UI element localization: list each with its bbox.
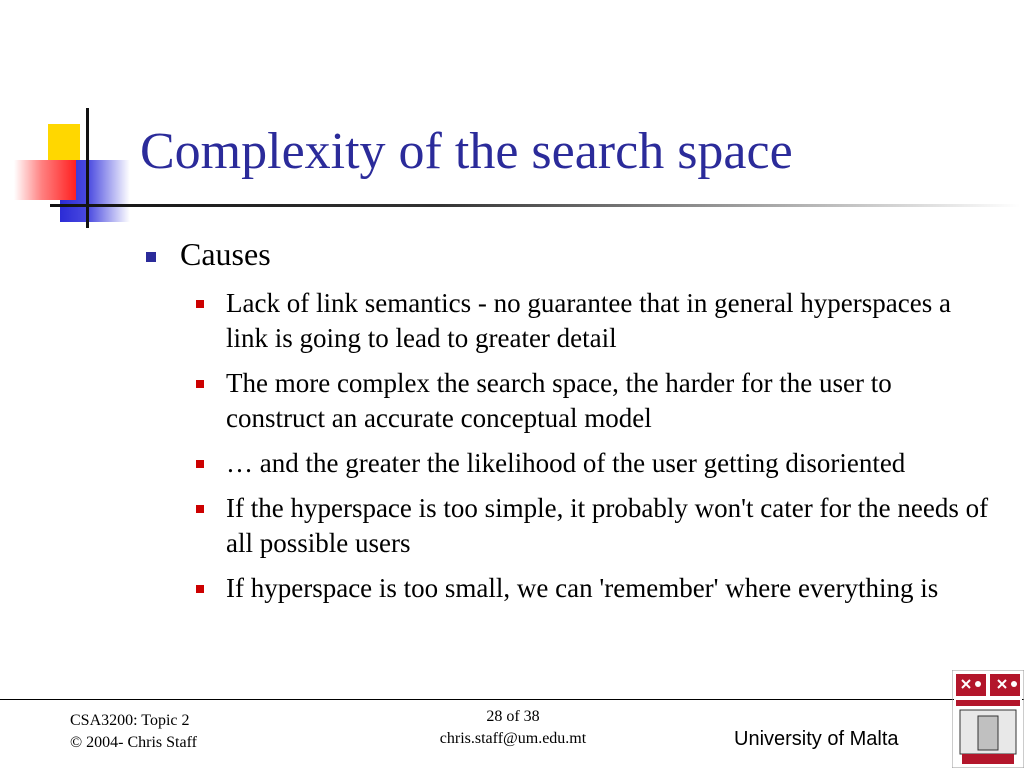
footer-email: chris.staff@um.edu.mt bbox=[439, 730, 587, 747]
sub-bullet-list bbox=[226, 286, 996, 616]
sub-bullet bbox=[226, 491, 996, 561]
square-bullet-icon bbox=[196, 585, 204, 593]
footer-university: University of Malta bbox=[734, 728, 899, 750]
footer-divider bbox=[0, 699, 1024, 700]
sub-bullet-text: Lack of link semantics - no guarantee that in general hyperspaces a link is going to lead to greater detail bbox=[226, 288, 951, 353]
bullet-level1-text: Causes bbox=[180, 236, 271, 272]
footer-copyright: © 2004- Chris Staff bbox=[70, 734, 197, 751]
footer-course: CSA3200: Topic 2 bbox=[70, 712, 190, 729]
title-underline bbox=[50, 204, 1020, 207]
sub-bullet bbox=[226, 286, 996, 356]
square-bullet-icon bbox=[196, 380, 204, 388]
footer-page-number: 28 of 38 bbox=[486, 708, 540, 725]
sub-bullet-text: If hyperspace is too small, we can 'remember' where everything is bbox=[226, 573, 939, 603]
sub-bullet bbox=[226, 446, 996, 481]
sub-bullet-text: If the hyperspace is too simple, it probably won't cater for the needs of all possible users bbox=[226, 493, 989, 558]
square-bullet-icon bbox=[196, 460, 204, 468]
sub-bullet bbox=[226, 571, 996, 606]
square-bullet-icon bbox=[196, 300, 204, 308]
slide-title: Complexity of the search space bbox=[140, 123, 793, 180]
square-bullet-icon bbox=[196, 505, 204, 513]
footer-left bbox=[70, 710, 197, 754]
sub-bullet-text: The more complex the search space, the harder for the user to construct an accurate conceptual model bbox=[226, 368, 892, 433]
sub-bullet-text: … and the greater the likelihood of the user getting disoriented bbox=[226, 448, 906, 478]
university-crest-icon bbox=[952, 670, 1024, 768]
square-bullet-icon bbox=[146, 252, 156, 262]
bullet-level1 bbox=[180, 236, 271, 273]
decor-vertical-line bbox=[86, 108, 89, 228]
decor-red-square bbox=[14, 160, 76, 200]
footer-center bbox=[400, 706, 626, 750]
sub-bullet bbox=[226, 366, 996, 436]
